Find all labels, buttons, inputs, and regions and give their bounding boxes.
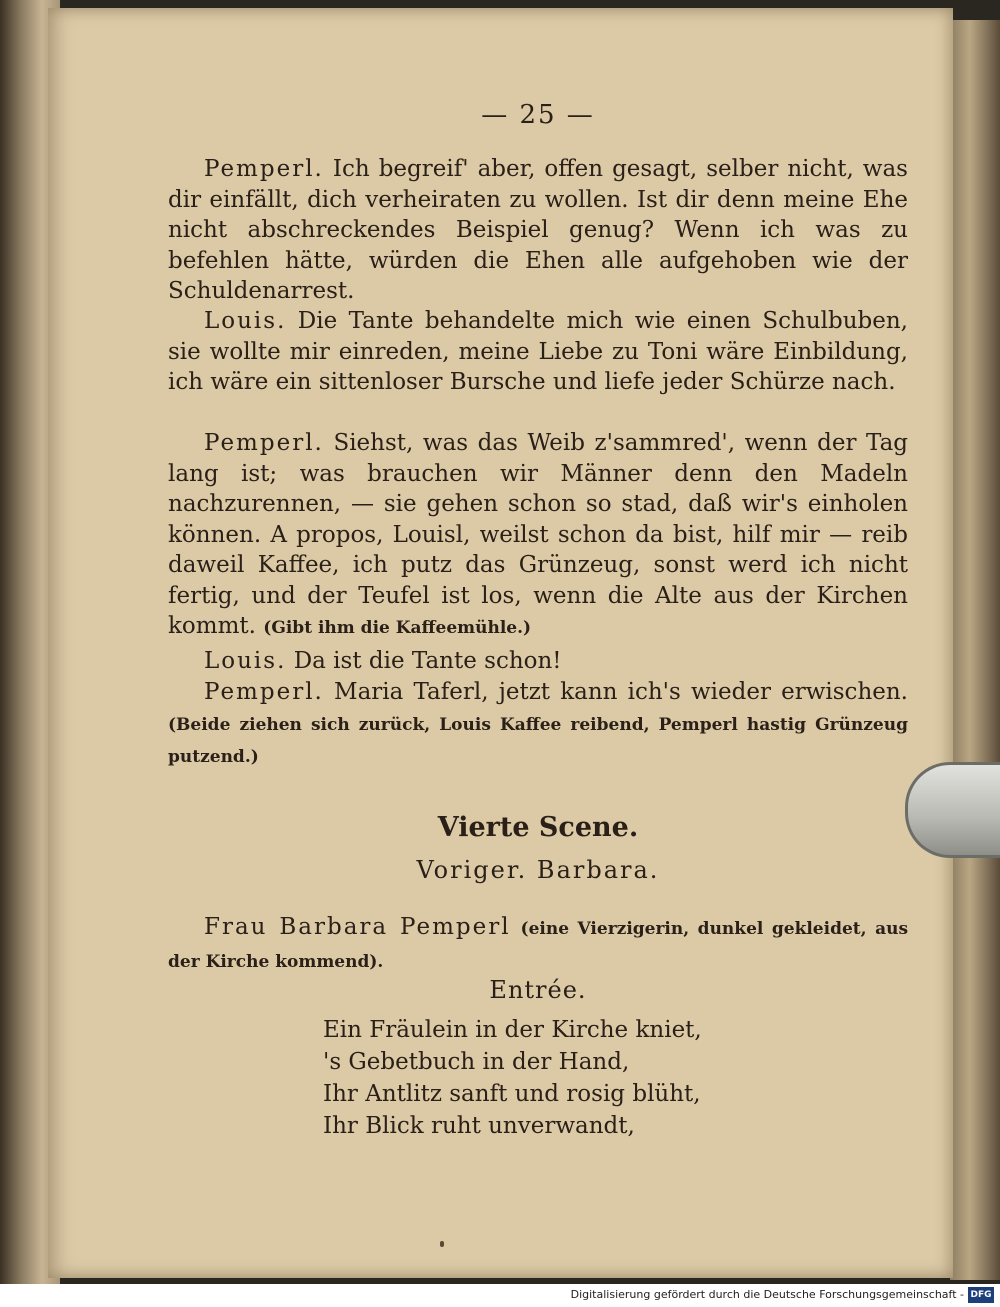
speaker-name: Frau Barbara Pemperl — [204, 914, 511, 940]
speaker-name: Louis. — [204, 308, 287, 334]
page-number: — 25 — — [481, 100, 595, 130]
speech-paragraph — [168, 306, 908, 398]
speaker-name: Pemperl. — [204, 679, 324, 705]
footer-bar — [0, 1284, 1000, 1307]
speech-text: Ich begreif' aber, offen gesagt, selber nicht, was dir einfällt, dich verheiraten zu wollen. Ist dir denn meine Ehe nicht abschreckendes Beispiel genug? Wenn ich was zu befehlen hätte, würden die Ehen alle aufgehoben wie der Schuldenarrest. — [168, 156, 908, 304]
entrance-paragraph — [168, 912, 908, 977]
page-speck — [440, 1241, 444, 1247]
verse-line: Ein Fräulein in der Kirche kniet, — [323, 1017, 702, 1043]
speech-text: Maria Taferl, jetzt kann ich's wieder erwischen. — [334, 679, 908, 705]
verse-line: 's Gebetbuch in der Hand, — [323, 1049, 630, 1075]
book-right-edge — [950, 20, 1000, 1280]
speech-paragraph — [168, 677, 908, 773]
verse-line: Ihr Antlitz sanft und rosig blüht, — [323, 1081, 701, 1107]
entree-label: Entrée. — [489, 976, 587, 1004]
scene-characters: Voriger. Barbara. — [416, 856, 660, 884]
dfg-logo-icon: DFG — [968, 1287, 994, 1303]
speaker-name: Louis. — [204, 648, 287, 674]
scene-title: Vierte Scene. — [437, 812, 639, 843]
page-clip — [905, 762, 1000, 858]
speech-text: Siehst, was das Weib z'sammred', wenn der Tag lang ist; was brauchen wir Männer denn den Madeln nachzurennen, — sie gehen schon so stad, daß wir's einholen können. A propos, Louisl, weilst schon da bist, hilf mir — reib daweil Kaffee, ich putz das Grünzeug, sonst werd ich nicht fertig, und der Teufel ist los, wenn die Alte aus der Kirchen kommt. — [168, 430, 909, 639]
funding-credit: Digitalisierung gefördert durch die Deutsche Forschungsgemeinschaft - — [570, 1288, 964, 1301]
book-page — [48, 8, 953, 1278]
stage-direction: (Beide ziehen sich zurück, Louis Kaffee reibend, Pemperl hastig Grünzeug putzend.) — [168, 714, 908, 767]
speech-text: Da ist die Tante schon! — [293, 648, 562, 674]
verse-line: Ihr Blick ruht unverwandt, — [323, 1113, 635, 1139]
speech-paragraph — [168, 428, 908, 644]
stage-direction: (Gibt ihm die Kaffeemühle.) — [263, 618, 532, 638]
speech-paragraph — [168, 154, 908, 307]
song-verse — [323, 1014, 702, 1142]
speech-paragraph — [168, 646, 908, 677]
speaker-name: Pemperl. — [204, 156, 324, 182]
speaker-name: Pemperl. — [204, 430, 324, 456]
speech-text: Die Tante behandelte mich wie einen Schulbuben, sie wollte mir einreden, meine Liebe zu Toni wäre Einbildung, ich wäre ein sittenloser Bursche und liefe jeder Schürze nach. — [168, 308, 908, 395]
stage-direction: (eine Vierzigerin, dunkel gekleidet, aus der Kirche kommend). — [168, 919, 909, 972]
